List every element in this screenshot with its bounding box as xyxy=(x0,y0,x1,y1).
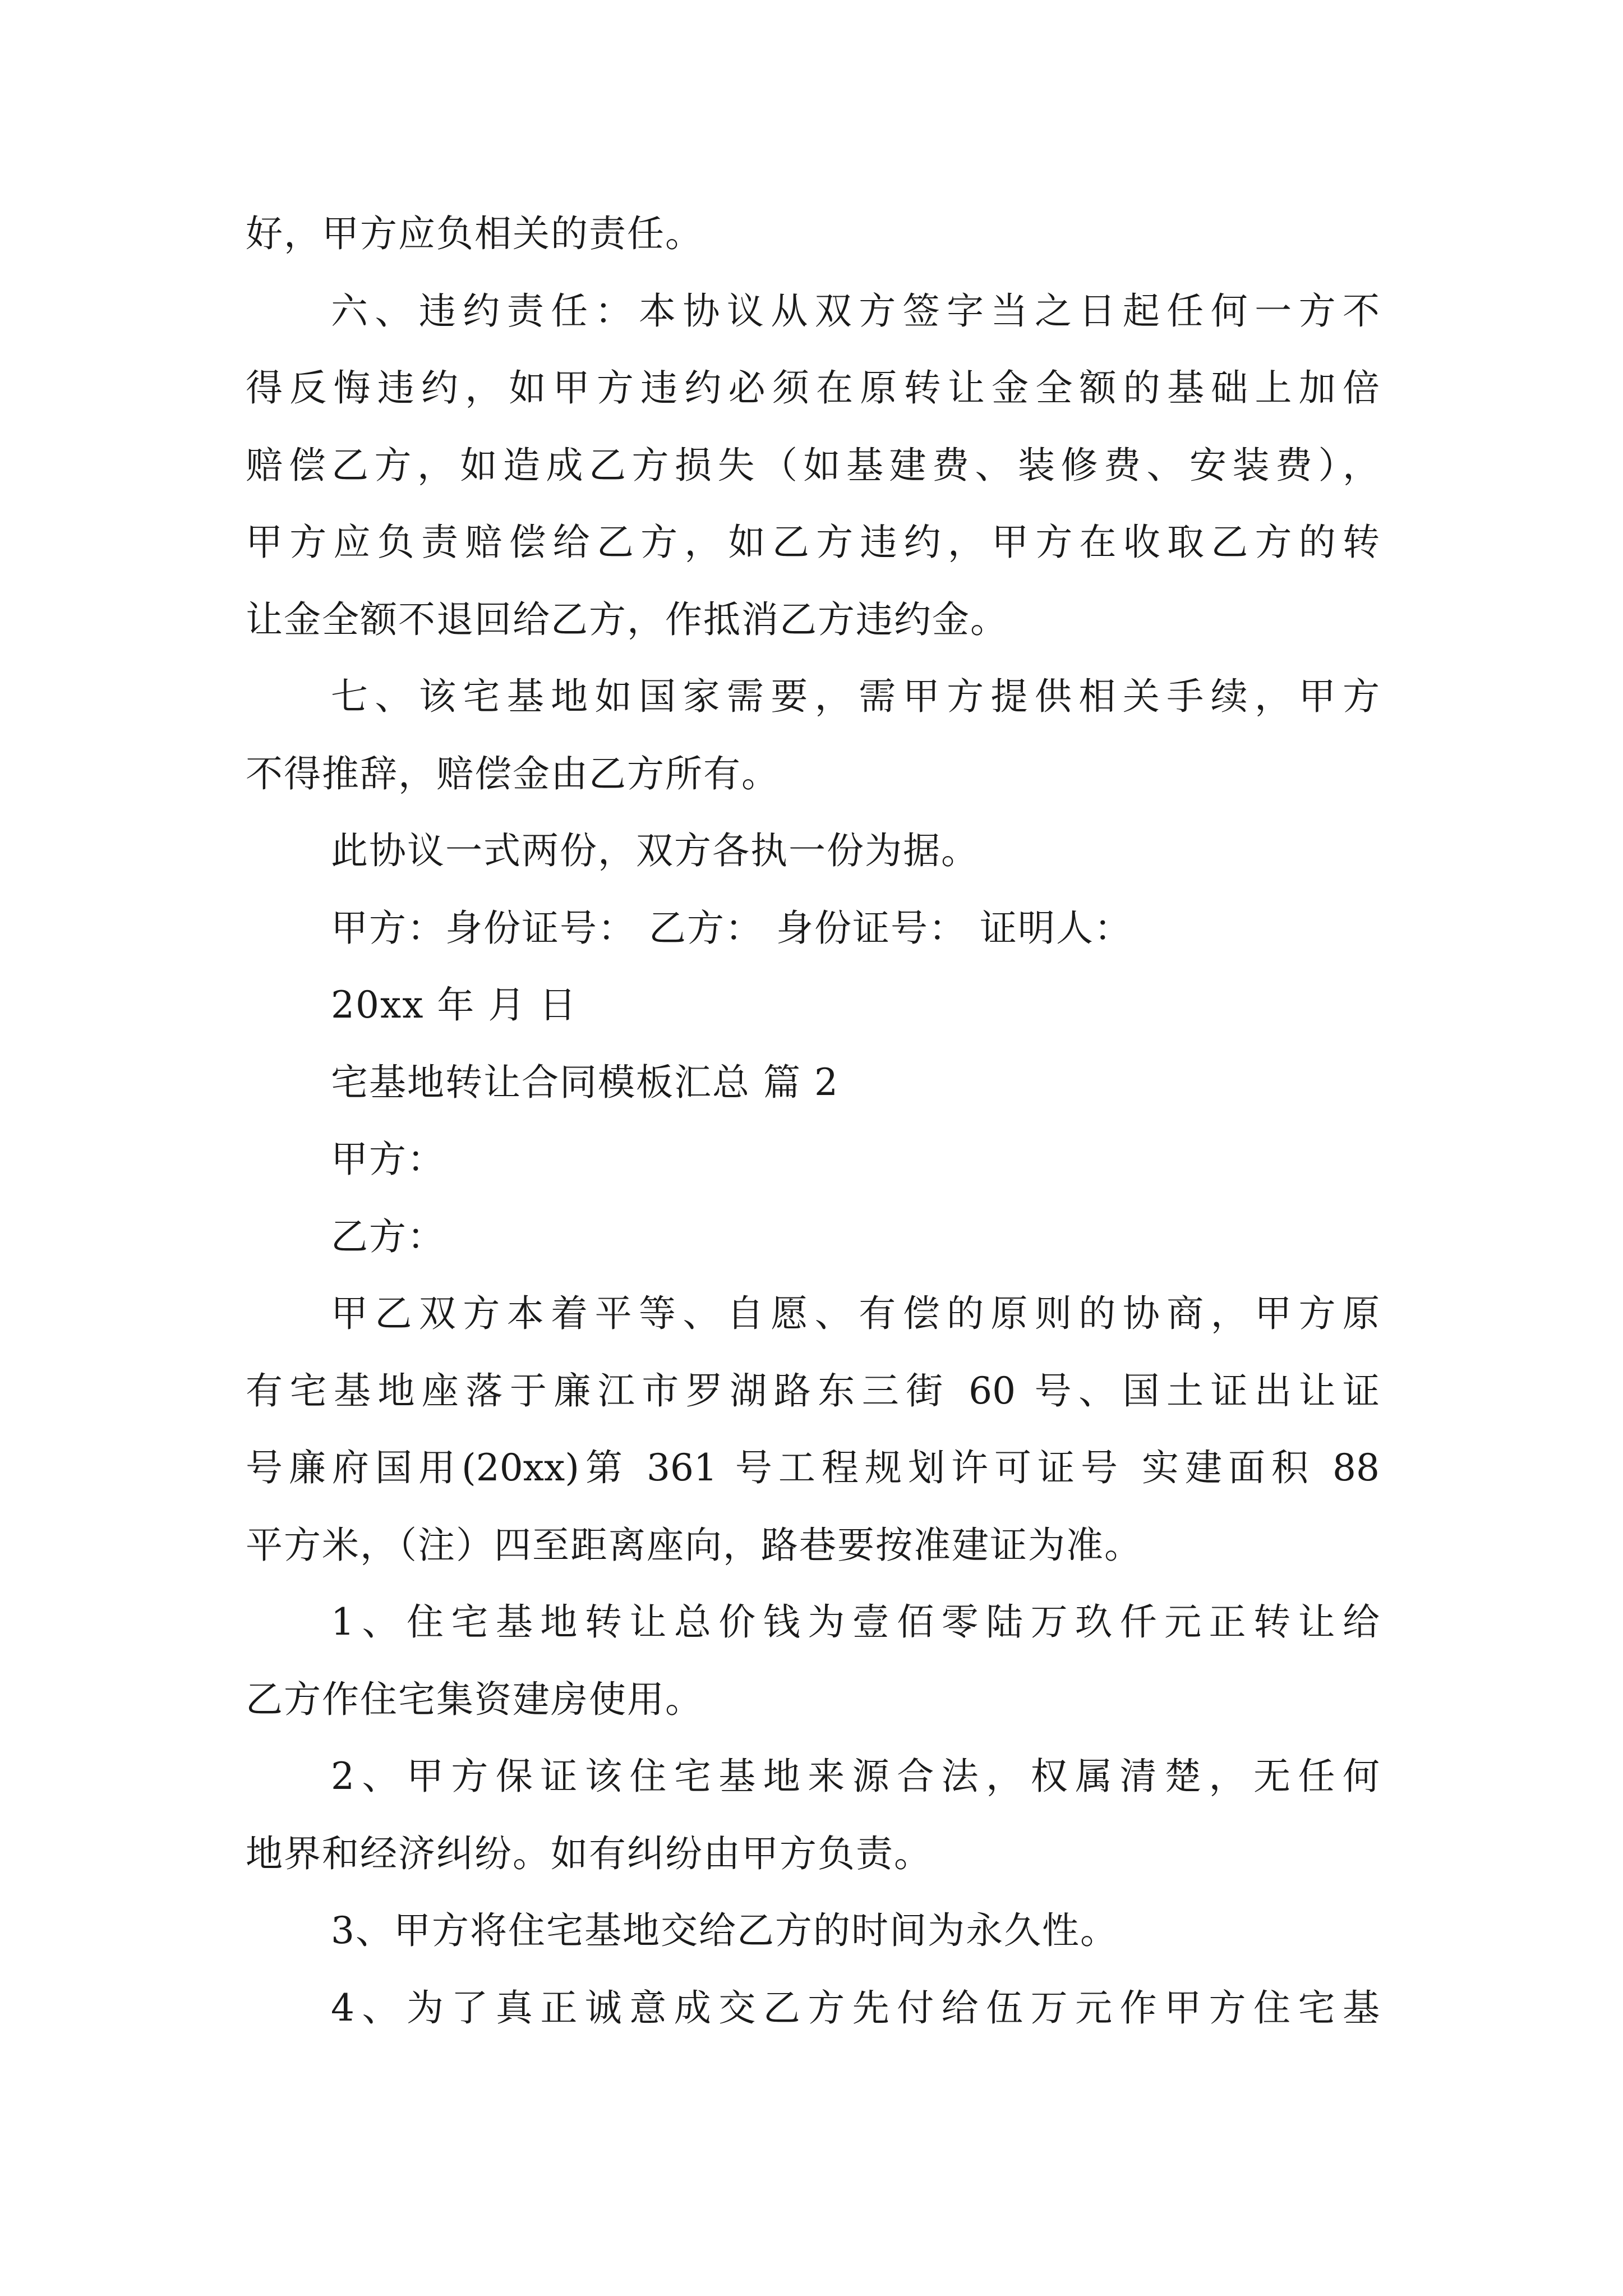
text-line: 甲方： xyxy=(331,1138,445,1181)
text-line: 赔偿乙方，如造成乙方损失（如基建费、装修费、安装费）， xyxy=(246,443,1380,487)
text-line: 六、违约责任：本协议从双方签字当之日起任何一方不 xyxy=(331,289,1380,333)
text-line: 甲方：身份证号： 乙方： 身份证号： 证明人： xyxy=(331,906,1132,950)
text-line: 号廉府国用(20xx)第 361 号工程规划许可证号 实建面积 88 xyxy=(246,1446,1380,1489)
text-line: 不得推辞，赔偿金由乙方所有。 xyxy=(246,752,780,795)
text-line: 得反悔违约，如甲方违约必须在原转让金全额的基础上加倍 xyxy=(246,366,1380,409)
text-line: 乙方作住宅集资建房使用。 xyxy=(246,1677,703,1721)
text-line: 乙方： xyxy=(331,1214,445,1258)
text-line: 3、甲方将住宅基地交给乙方的时间为永久性。 xyxy=(331,1909,1118,1952)
text-line: 有宅基地座落于廉江市罗湖路东三街 60 号、国土证出让证 xyxy=(246,1369,1380,1412)
text-line: 4、为了真正诚意成交乙方先付给伍万元作甲方住宅基 xyxy=(331,1986,1380,2030)
document-body xyxy=(246,195,1380,2046)
text-line: 20xx 年 月 日 xyxy=(331,983,578,1027)
text-line: 好，甲方应负相关的责任。 xyxy=(246,212,703,255)
text-line: 甲方应负责赔偿给乙方，如乙方违约，甲方在收取乙方的转 xyxy=(246,521,1380,564)
text-line: 此协议一式两份，双方各执一份为据。 xyxy=(331,829,979,872)
text-line: 平方米，（注）四至距离座向，路巷要按准建证为准。 xyxy=(246,1523,1142,1567)
text-line: 1、住宅基地转让总价钱为壹佰零陆万玖仟元正转让给 xyxy=(331,1600,1380,1644)
text-line: 地界和经济纠纷。如有纠纷由甲方负责。 xyxy=(246,1832,932,1875)
text-line: 甲乙双方本着平等、自愿、有偿的原则的协商，甲方原 xyxy=(331,1292,1380,1335)
text-line: 2、甲方保证该住宅基地来源合法，权属清楚，无任何 xyxy=(331,1755,1380,1798)
text-line: 七、该宅基地如国家需要，需甲方提供相关手续，甲方 xyxy=(331,675,1380,718)
text-line: 宅基地转让合同模板汇总 篇 2 xyxy=(331,1060,839,1104)
text-line: 让金全额不退回给乙方，作抵消乙方违约金。 xyxy=(246,597,1008,641)
